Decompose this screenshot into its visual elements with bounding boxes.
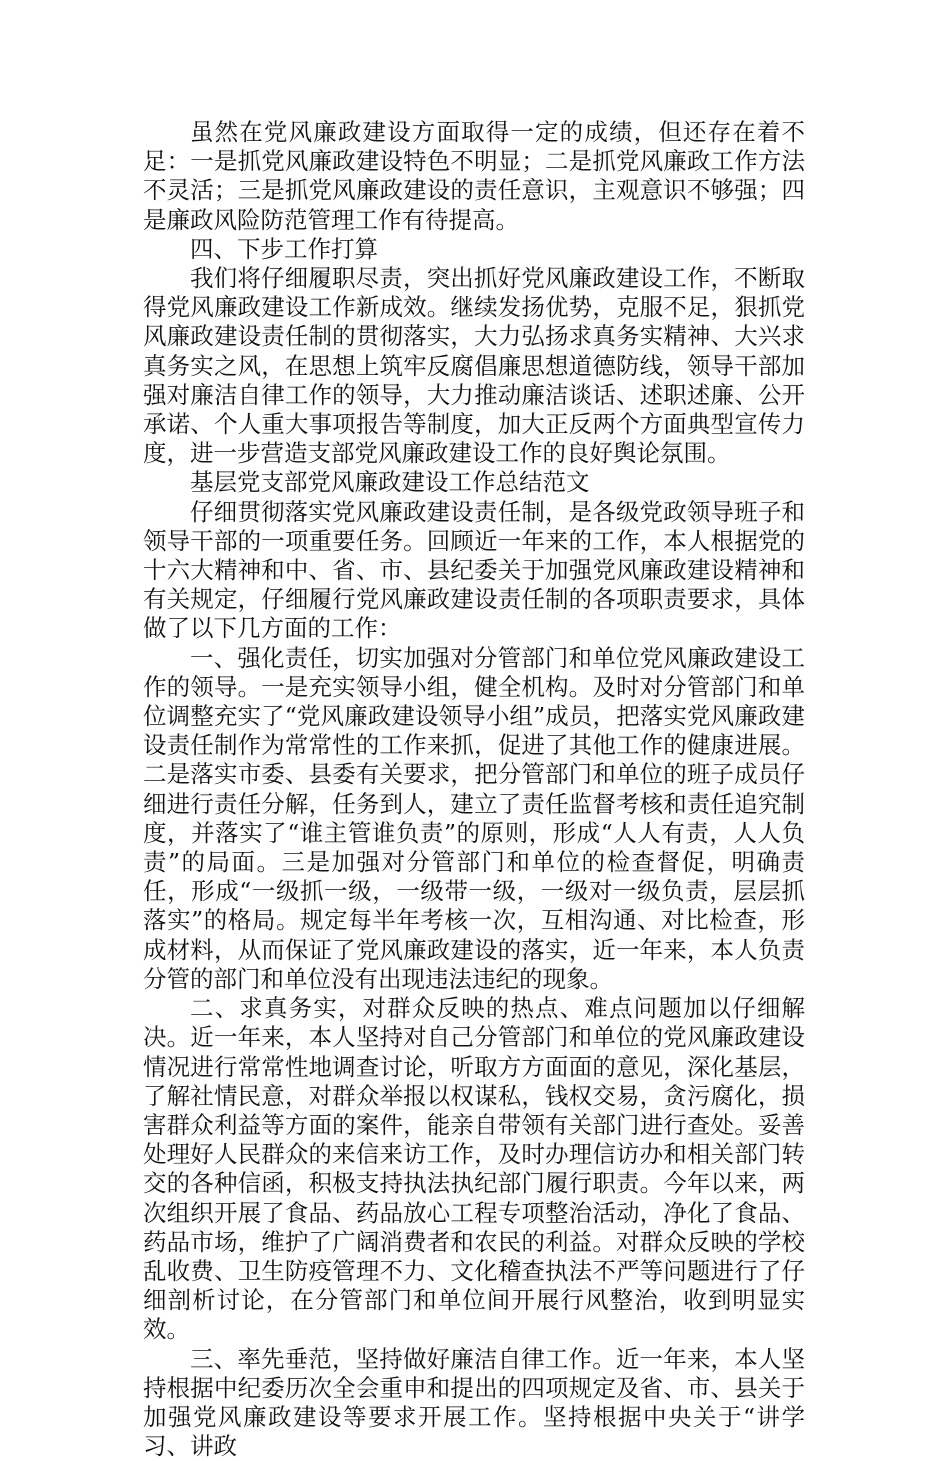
paragraph-intro: 仔细贯彻落实党风廉政建设责任制，是各级党政领导班子和领导干部的一项重要任务。回顾近一年来的工作，本人根据党的十六大精神和中、省、市、县纪委关于加强党风廉政建设精神和有关规定，仔细履行党风廉政建设责任制的各项职责要求，具体做了以下几方面的工作： <box>143 497 805 643</box>
section-heading-next-steps: 四、下步工作打算 <box>190 234 378 263</box>
paragraph-section-one: 一、强化责任，切实加强对分管部门和单位党风廉政建设工作的领导。一是充实领导小组，健全机构。及时对分管部门和单位调整充实了“党风廉政建设领导小组”成员，把落实党风廉政建设责任制作为常常性的工作来抓，促进了其他工作的健康进展。二是落实市委、县委有关要求，把分管部门和单位的班子成员仔细进行责任分解，任务到人，建立了责任监督考核和责任追究制度，并落实了“谁主管谁负责”的原则，形成“人人有责，人人负责”的局面。三是加强对分管部门和单位的检查督促，明确责任，形成“一级抓一级，一级带一级，一级对一级负责，层层抓落实”的格局。规定每半年考核一次，互相沟通、对比检查，形成材料，从而保证了党风廉政建设的落实，近一年来，本人负责分管的部门和单位没有出现违法违纪的现象。 <box>143 643 805 993</box>
paragraph-shortcomings: 虽然在党风廉政建设方面取得一定的成绩，但还存在着不足：一是抓党风廉政建设特色不明显；二是抓党风廉政工作方法不灵活；三是抓党风廉政建设的责任意识，主观意识不够强；四是廉政风险防范管理工作有待提高。 <box>143 118 805 234</box>
paragraph-section-three: 三、率先垂范，坚持做好廉洁自律工作。近一年来，本人坚持根据中纪委历次全会重申和提出的四项规定及省、市、县关于加强党风廉政建设等要求开展工作。坚持根据中央关于“讲学习、讲政 <box>143 1344 805 1461</box>
paragraph-next-steps: 我们将仔细履职尽责，突出抓好党风廉政建设工作，不断取得党风廉政建设工作新成效。继续发扬优势，克服不足，狠抓党风廉政建设责任制的贯彻落实，大力弘扬求真务实精神、大兴求真务实之风，在思想上筑牢反腐倡廉思想道德防线，领导干部加强对廉洁自律工作的领导，大力推动廉洁谈话、述职述廉、公开承诺、个人重大事项报告等制度，加大正反两个方面典型宣传力度，进一步营造支部党风廉政建设工作的良好舆论氛围。 <box>143 264 805 468</box>
document-title: 基层党支部党风廉政建设工作总结范文 <box>190 468 590 497</box>
paragraph-section-two: 二、求真务实，对群众反映的热点、难点问题加以仔细解决。近一年来，本人坚持对自己分管部门和单位的党风廉政建设情况进行常常性地调查讨论，听取方方面面的意见，深化基层，了解社情民意，对群众举报以权谋私，钱权交易，贪污腐化，损害群众利益等方面的案件，能亲自带领有关部门进行查处。妥善处理好人民群众的来信来访工作，及时办理信访办和相关部门转交的各种信函，积极支持执法执纪部门履行职责。今年以来，两次组织开展了食品、药品放心工程专项整治活动，净化了食品、药品市场，维护了广阔消费者和农民的利益。对群众反映的学校乱收费、卫生防疫管理不力、文化稽查执法不严等问题进行了仔细剖析讨论，在分管部门和单位间开展行风整治，收到明显实效。 <box>143 994 805 1344</box>
document-page <box>143 118 805 1461</box>
